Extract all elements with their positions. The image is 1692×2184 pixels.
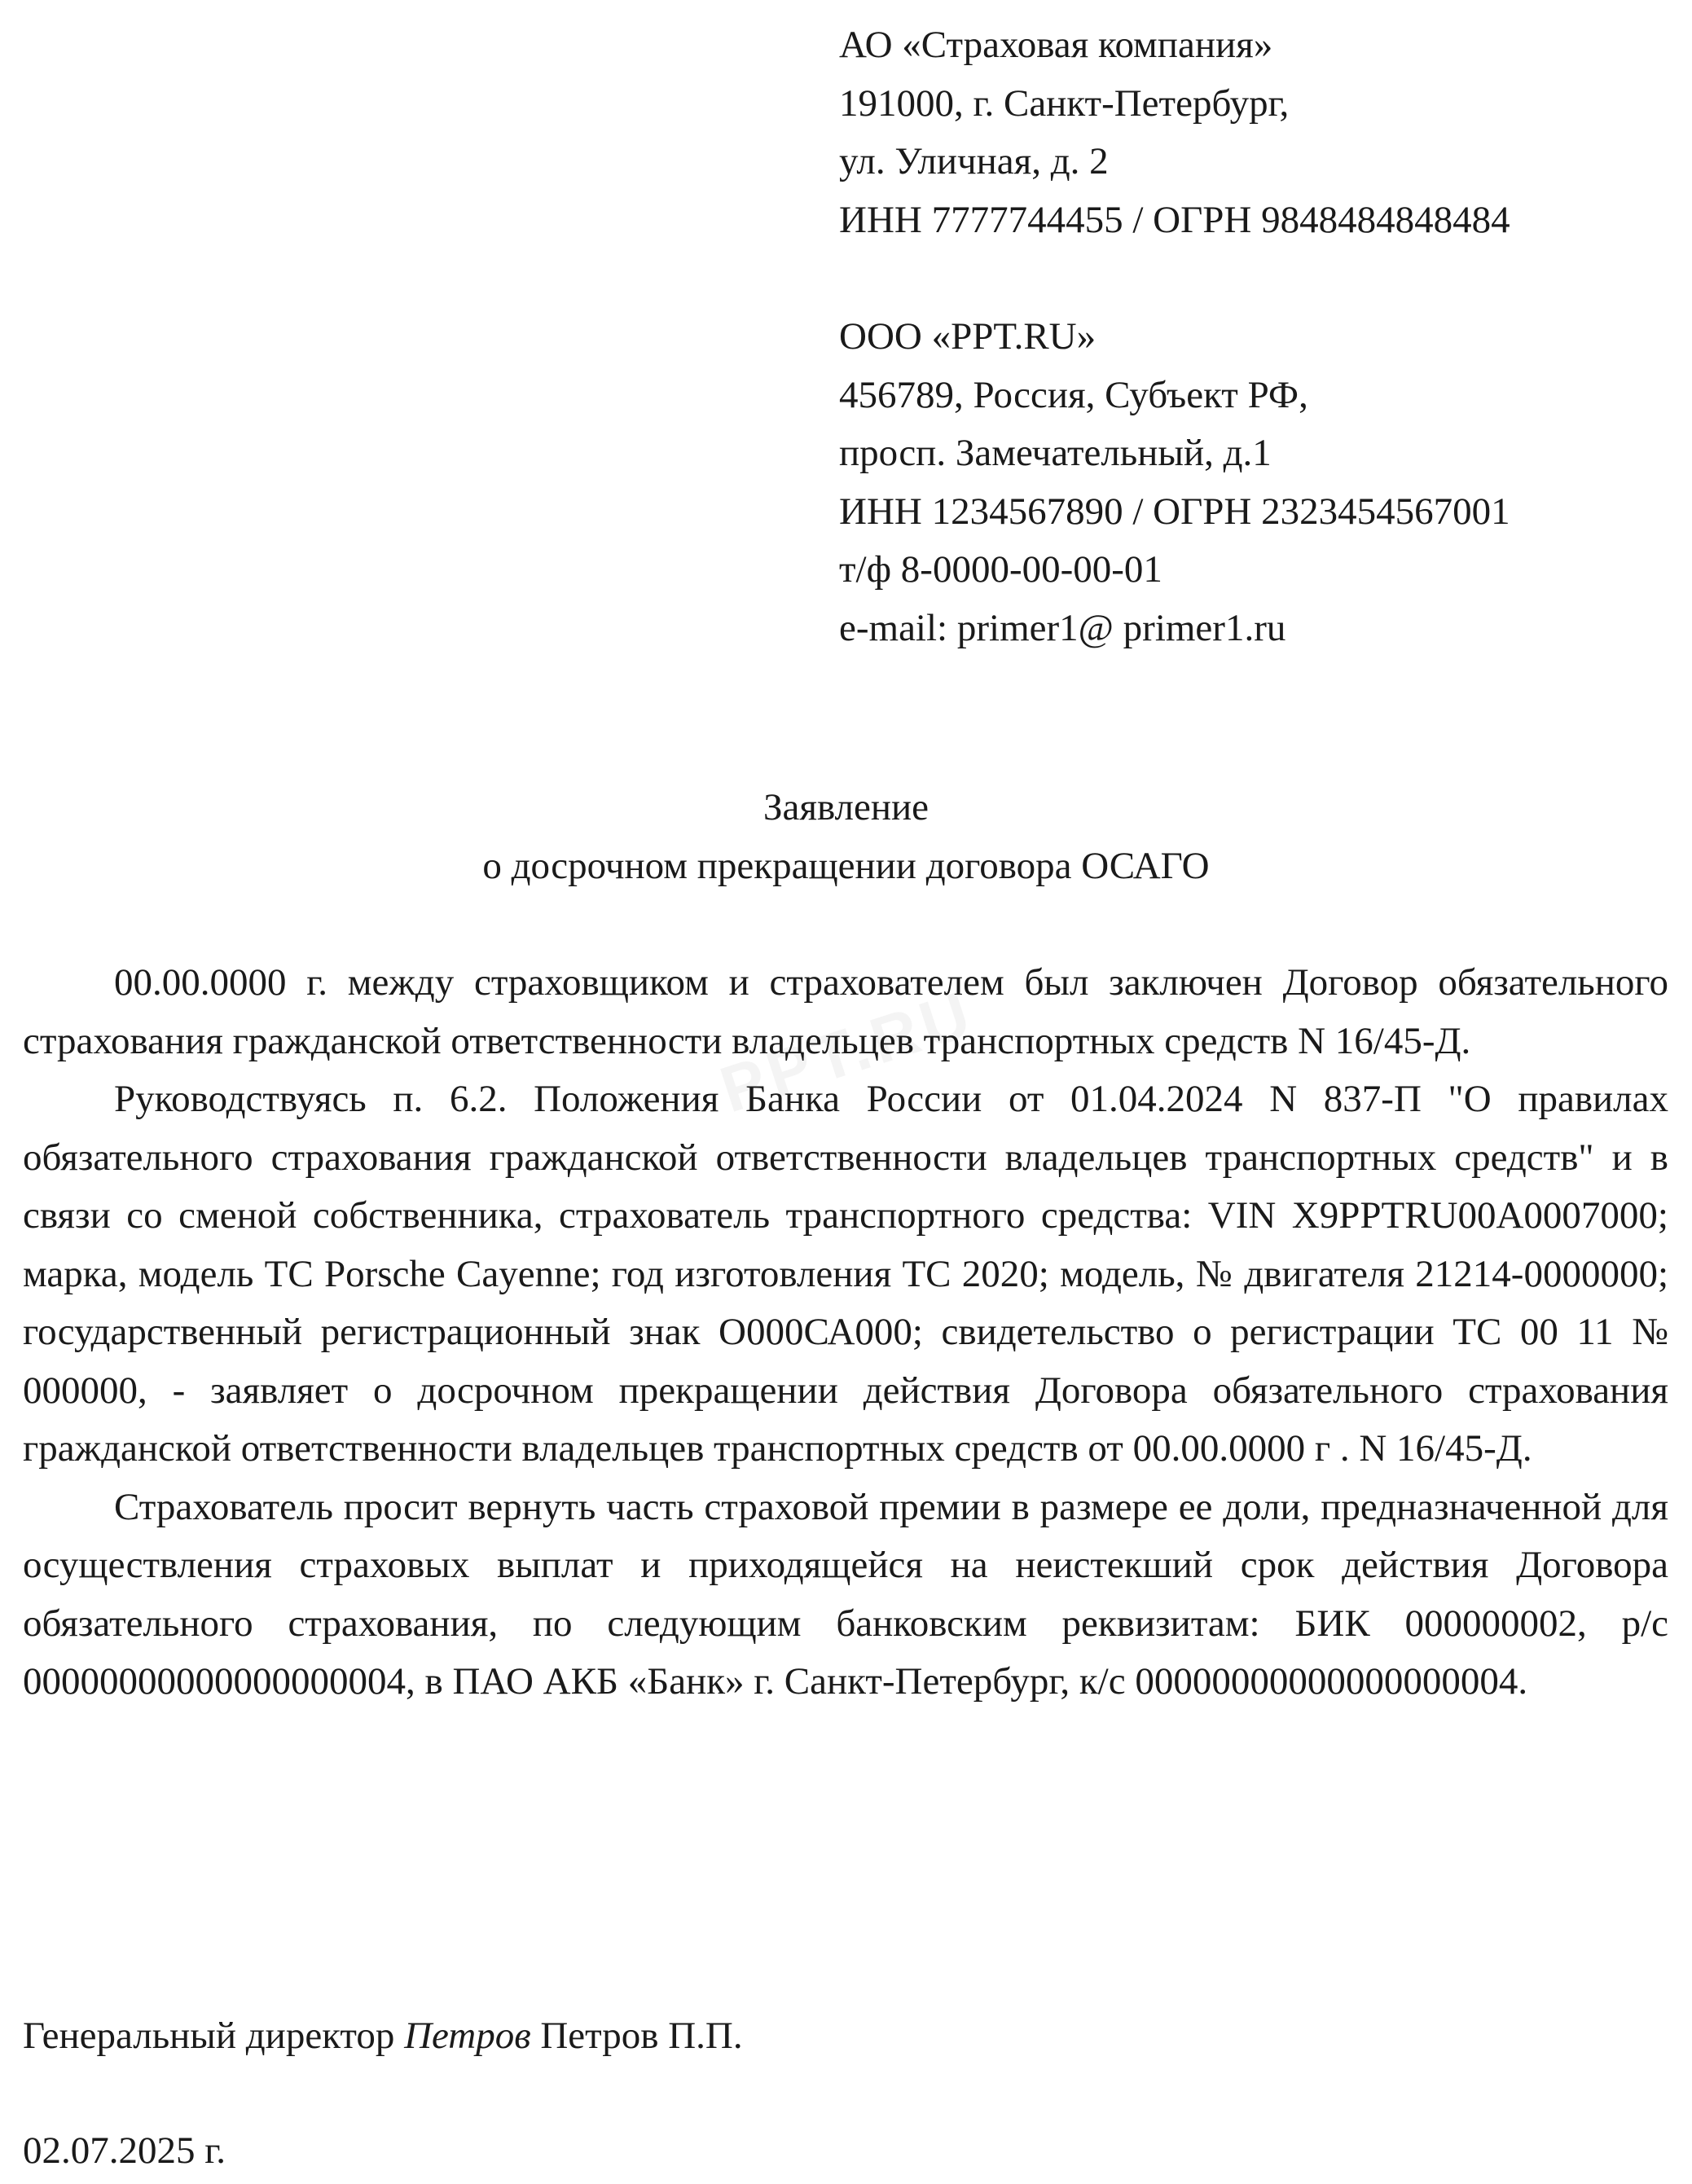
body-paragraph-1: 00.00.0000 г. между страховщиком и страхователем был заключен Договор обязательного страхования гражданской ответственности владельцев транспортных средств N 16/45-Д. bbox=[23, 961, 1668, 1062]
recipient-address-line2: ул. Уличная, д. 2 bbox=[839, 140, 1109, 182]
sender-name: ООО «PPT.RU» bbox=[839, 315, 1097, 358]
recipient-address-line1: 191000, г. Санкт-Петербург, bbox=[839, 81, 1290, 125]
recipient-ids: ИНН 7777744455 / ОГРН 9848484848484 bbox=[839, 198, 1510, 241]
sender-address-line1: 456789, Россия, Субъект РФ, bbox=[839, 373, 1308, 416]
sender-address-line2: просп. Замечательный, д.1 bbox=[839, 432, 1272, 474]
sender-phone: т/ф 8-0000-00-00-01 bbox=[839, 548, 1162, 591]
title-line2: о досрочном прекращении договора ОСАГО bbox=[482, 845, 1210, 887]
document-title bbox=[0, 778, 1692, 895]
signature-line bbox=[23, 2007, 743, 2066]
title-line1: Заявление bbox=[762, 786, 930, 828]
handwritten-signature: Петров bbox=[404, 2015, 531, 2057]
body-paragraph-2: Руководствуясь п. 6.2. Положения Банка России от 01.04.2024 N 837-П "О правилах обязательного страхования гражданской ответственности владельцев транспортных средств" и в связи со сменой собственника, страхователь транспортного средства: VIN X9PPTRU00A0007000; марка, модель ТС Porsche Cayenne; год изготовления ТС 2020; модель, № двигателя 21214-0000000; государственный регистрационный знак О000СА000; свидетельство о регистрации ТС 00 11 № 000000, - заявляет о досрочном прекращении действия Договора обязательного страхования гражданской ответственности владельцев транспортных средств от 00.00.0000 г . N 16/45-Д. bbox=[23, 1078, 1668, 1470]
signature-name: Петров П.П. bbox=[540, 2015, 743, 2057]
recipient-name: АО «Страховая компания» bbox=[839, 24, 1273, 66]
body-paragraph-3: Страхователь просит вернуть часть страховой премии в размере ее доли, предназначенной для осуществления страховых выплат и приходящейся на неистекший срок действия Договора обязательного страхования, по следующим банковским реквизитам: БИК 000000002, р/с 00000000000000000004, в ПАО АКБ «Банк» г. Санкт-Петербург, к/с 00000000000000000004. bbox=[23, 1485, 1668, 1703]
sender-block bbox=[839, 308, 1510, 657]
signature-position: Генеральный директор bbox=[23, 2015, 395, 2057]
recipient-block bbox=[839, 16, 1510, 249]
sender-ids: ИНН 1234567890 / ОГРН 2323454567001 bbox=[839, 490, 1510, 533]
document-date: 02.07.2025 г. bbox=[23, 2129, 226, 2172]
document-body bbox=[23, 954, 1668, 1712]
sender-email: e-mail: primer1@ primer1.ru bbox=[839, 606, 1286, 649]
